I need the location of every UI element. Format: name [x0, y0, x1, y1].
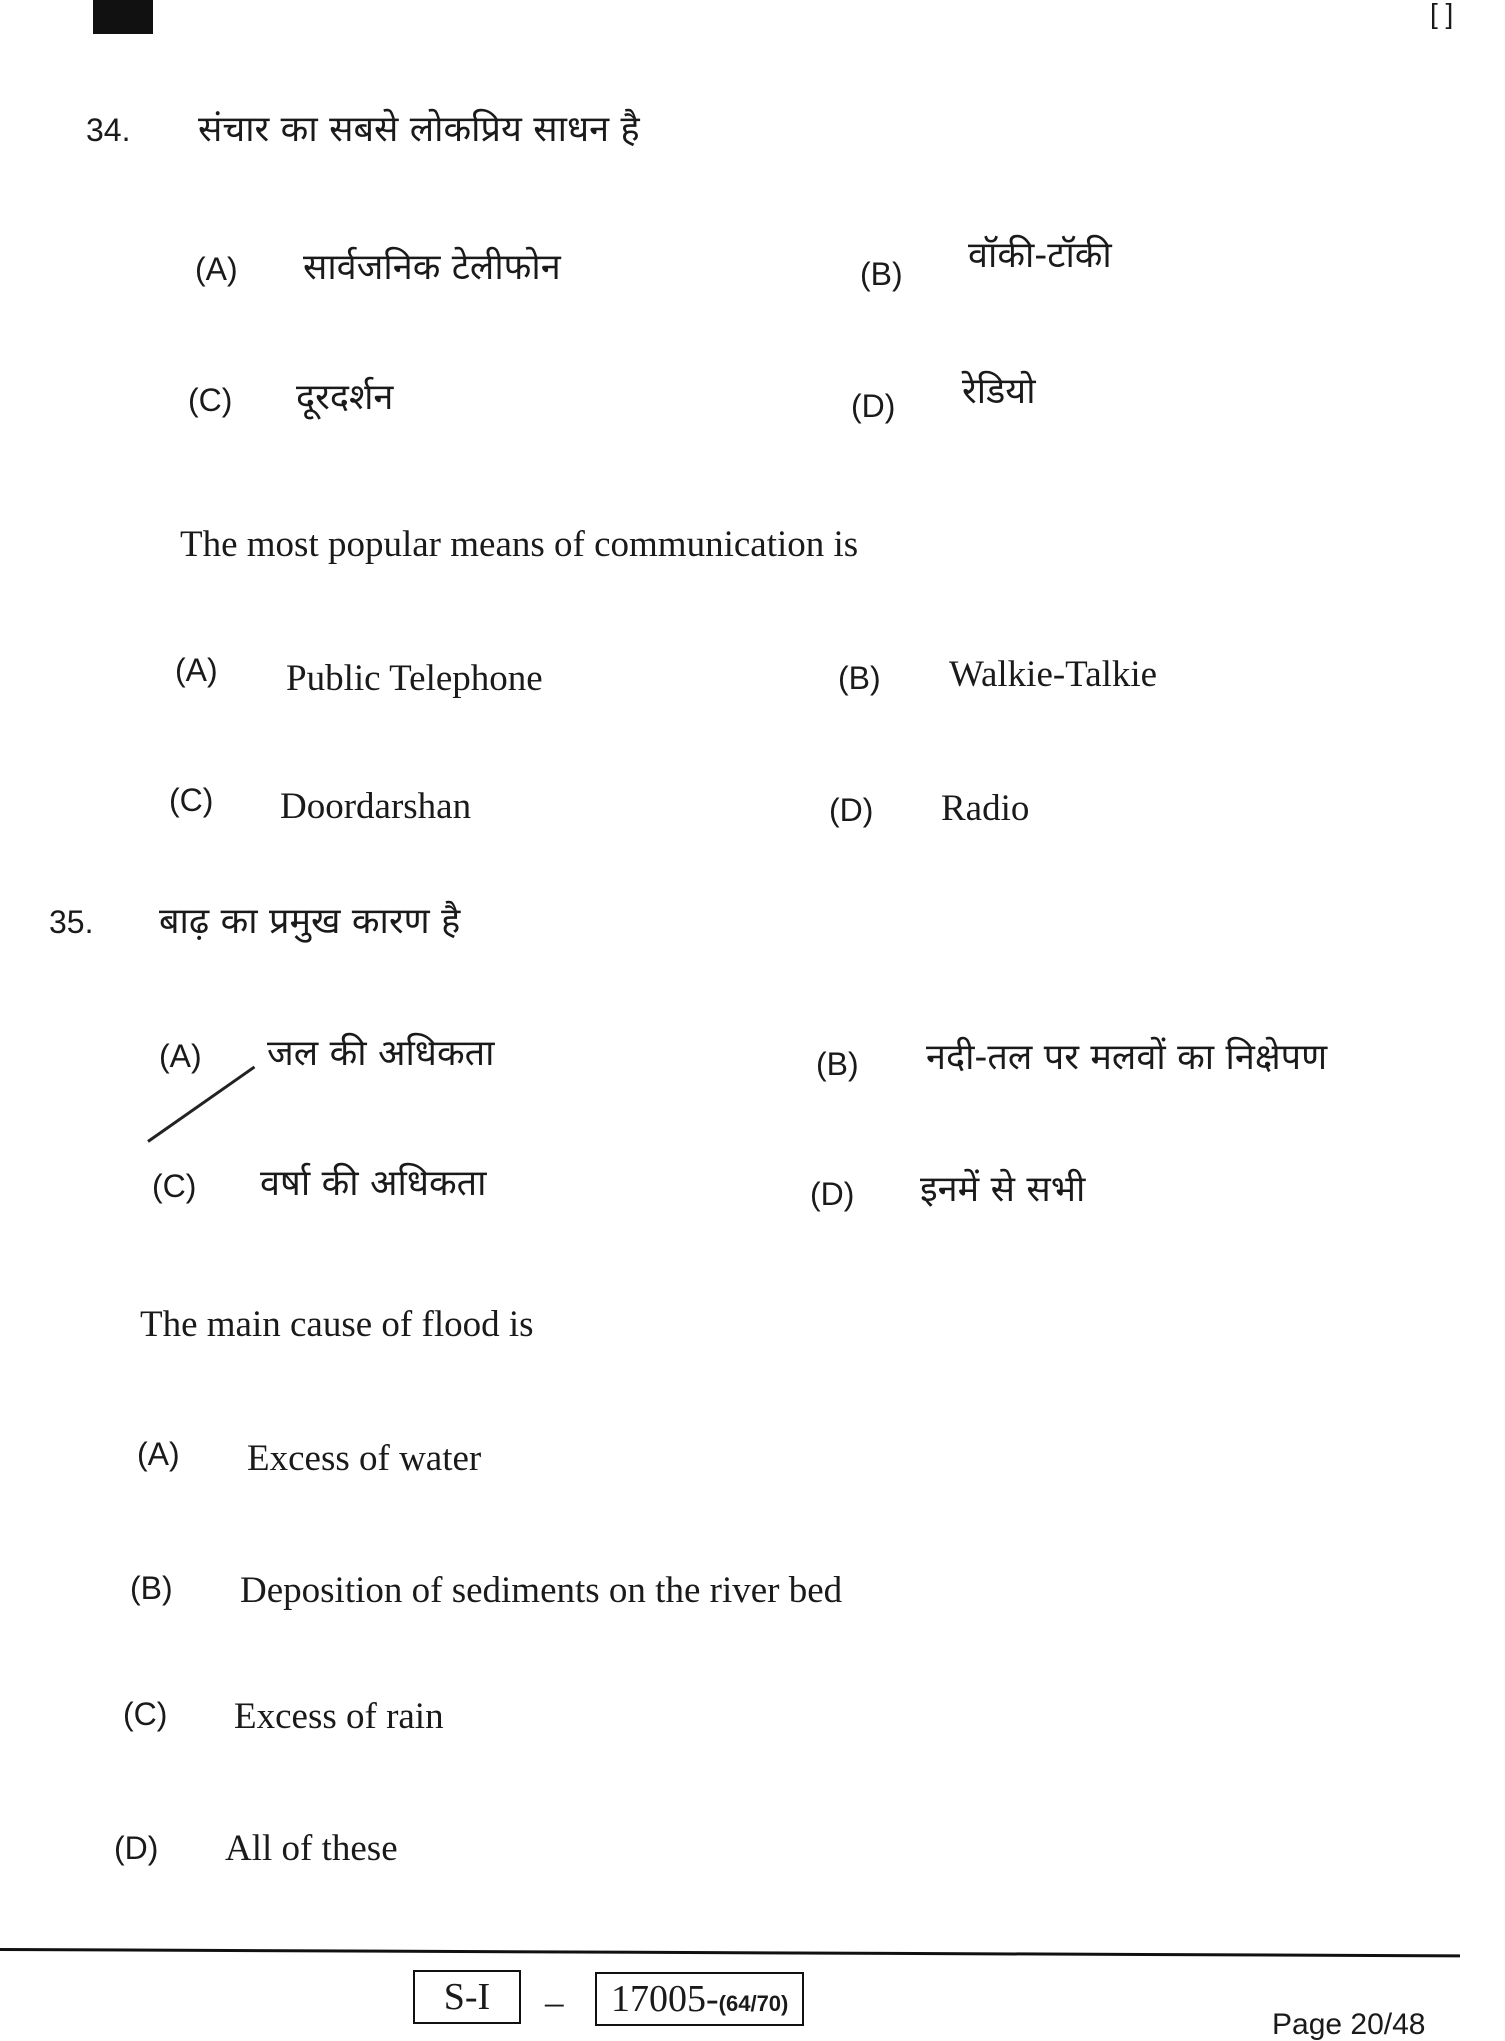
set-badge: [93, 0, 153, 34]
option-label: (B): [838, 660, 881, 696]
option-label-marked: (C): [152, 1168, 197, 1204]
option-text: Excess of water: [247, 1438, 482, 1479]
question-text-english: The main cause of flood is: [140, 1304, 534, 1345]
series-box: S-I: [413, 1970, 521, 2024]
page-number: Page 20/48: [1272, 2008, 1426, 2041]
option-label: (C): [188, 382, 233, 418]
code-box: [595, 1972, 804, 2026]
option-label: (D): [851, 388, 896, 424]
option-label: (D): [829, 792, 874, 828]
corner-mark: [ ]: [1430, 0, 1454, 29]
option-label: (C): [123, 1696, 168, 1732]
paper-code-suffix: (64/70): [718, 1991, 789, 2016]
question-text-hindi: संचार का सबसे लोकप्रिय साधन है: [198, 109, 640, 150]
option-text: All of these: [225, 1828, 398, 1869]
option-text: Deposition of sediments on the river bed: [240, 1570, 843, 1611]
footer-rule: [0, 1948, 1460, 1957]
option-text: इनमें से सभी: [920, 1169, 1086, 1210]
option-label: (A): [159, 1038, 202, 1074]
option-label: (C): [169, 782, 214, 818]
option-label: (B): [816, 1046, 859, 1082]
option-text: सार्वजनिक टेलीफोन: [303, 247, 561, 288]
separator: –: [545, 1982, 564, 2023]
option-text: जल की अधिकता: [267, 1033, 495, 1074]
question-text-hindi: बाढ़ का प्रमुख कारण है: [159, 901, 461, 942]
option-label: (B): [130, 1570, 173, 1606]
option-text: Radio: [941, 788, 1030, 829]
option-text: Public Telephone: [286, 658, 543, 699]
option-text: वॉकी-टॉकी: [968, 235, 1112, 276]
option-text: नदी-तल पर मलवों का निक्षेपण: [926, 1037, 1328, 1078]
option-text: वर्षा की अधिकता: [260, 1163, 487, 1204]
option-label: (A): [175, 652, 218, 688]
option-text: Doordarshan: [280, 786, 472, 827]
option-label: (D): [114, 1830, 159, 1866]
pen-tick-mark: [147, 1066, 255, 1143]
option-label: (A): [137, 1436, 180, 1472]
question-number: 35.: [49, 904, 94, 940]
option-text: रेडियो: [962, 371, 1036, 412]
paper-code: 17005-: [611, 1978, 719, 2020]
option-text: दूरदर्शन: [296, 377, 394, 418]
question-text-english: The most popular means of communication is: [180, 524, 859, 565]
option-text: Walkie-Talkie: [949, 654, 1158, 695]
option-text: Excess of rain: [234, 1696, 444, 1737]
option-label: (D): [810, 1176, 855, 1212]
question-number: 34.: [86, 112, 131, 148]
option-label: (B): [860, 256, 903, 292]
option-label: (A): [195, 251, 238, 287]
